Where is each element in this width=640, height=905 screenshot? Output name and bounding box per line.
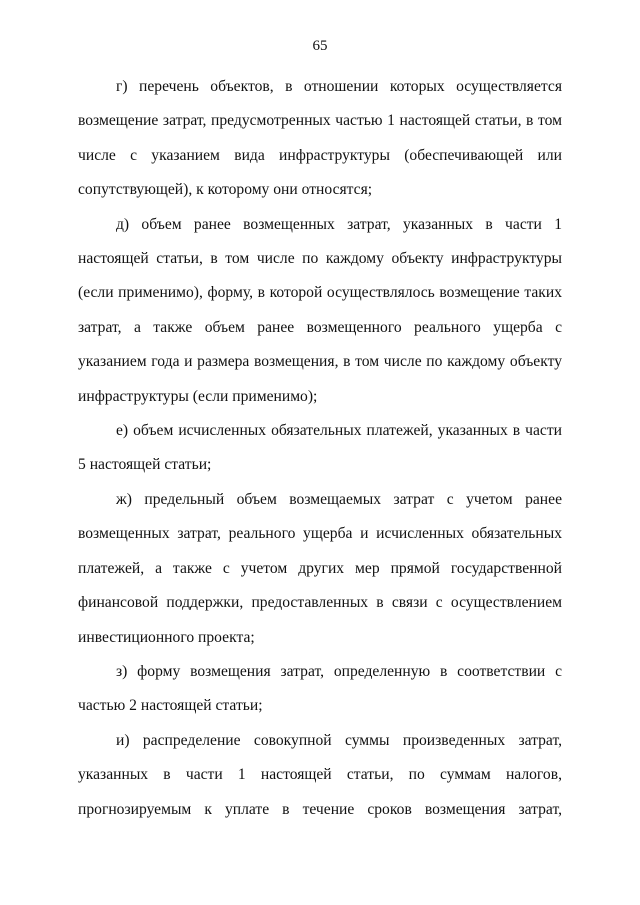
- document-body: [78, 70, 562, 827]
- page-number: 65: [312, 38, 328, 54]
- paragraph-d: д) объем ранее возмещенных затрат, указанных в части 1 настоящей статьи, в том числе по каждому объекту инфраструктуры (если применимо), форму, в которой осуществлялось возмещение таких затрат, а также объем ранее возмещенного реального ущерба с указанием года и размера возмещения, в том числе по каждому объекту инфраструктуры (если применимо);: [78, 215, 562, 405]
- paragraph-e: е) объем исчисленных обязательных платежей, указанных в части 5 настоящей статьи;: [78, 422, 562, 474]
- paragraph-i: и) распределение совокупной суммы произведенных затрат, указанных в части 1 настоящей статьи, по суммам налогов, прогнозируемым к уплате в течение сроков возмещения затрат,: [78, 731, 562, 818]
- paragraph-zh: ж) предельный объем возмещаемых затрат с учетом ранее возмещенных затрат, реального ущерба и исчисленных обязательных платежей, а также с учетом других мер прямой государственной финансовой поддержки, предоставленных в связи с осуществлением инвестиционного проекта;: [78, 490, 562, 646]
- paragraph-g: г) перечень объектов, в отношении которых осуществляется возмещение затрат, предусмотренных частью 1 настоящей статьи, в том числе с указанием вида инфраструктуры (обеспечивающей или сопутствующей), к которому они относятся;: [78, 78, 562, 199]
- paragraph-z: з) форму возмещения затрат, определенную в соответствии с частью 2 настоящей статьи;: [78, 662, 562, 715]
